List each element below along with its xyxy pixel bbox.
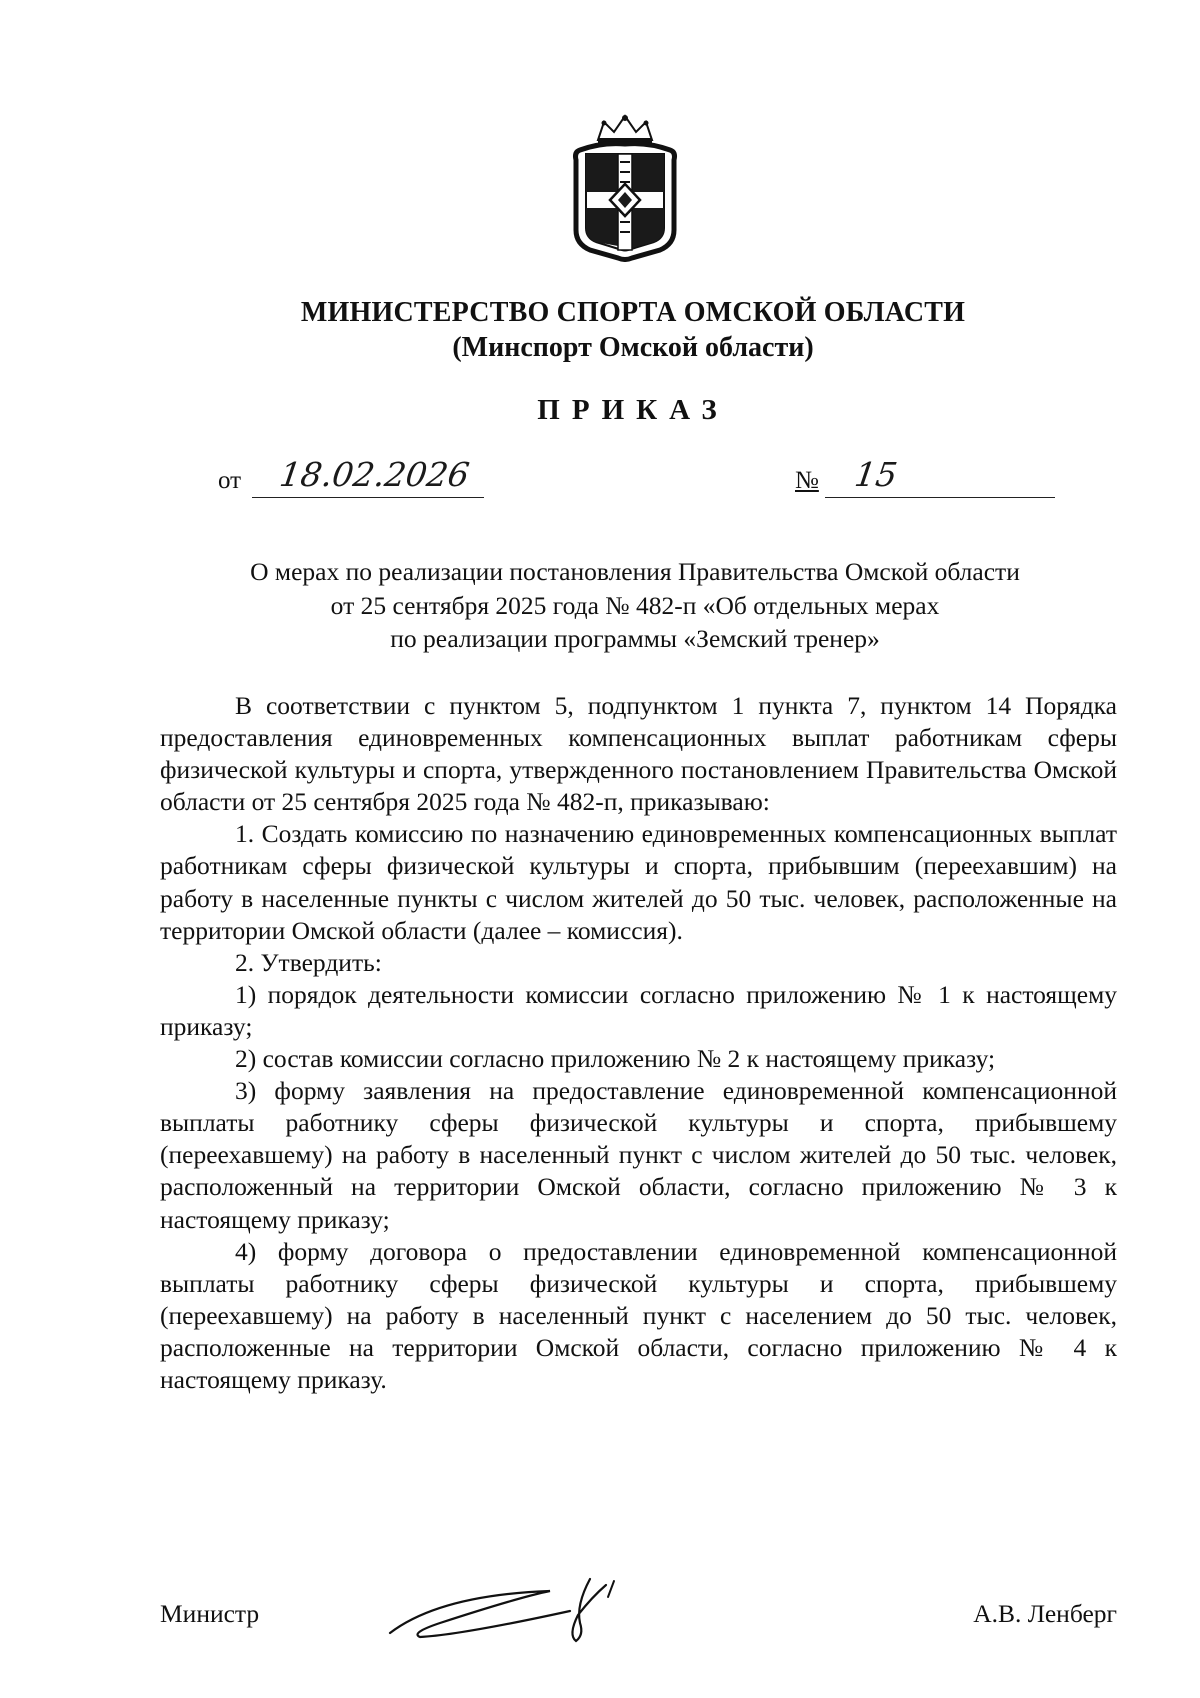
clause-2-item-3: 3) форму заявления на предоставление единовременной компенсационной выплаты работнику сферы физической культуры и спорта, прибывшему (переехавшему) на работу в населенный пункт с числом жителей до 50 тыс. человек, расположенный на территории Омской области, согласно приложению № 3 к настоящему приказу; [160,1076,1117,1234]
ministry-short-name: (Минспорт Омской области) [452,332,814,363]
clause-2-item-4: 4) форму договора о предоставлении единовременной компенсационной выплаты работнику сферы физической культуры и спорта, прибывшему (переехавшему) на работу в населенный пункт с населением до 50 тыс. человек, расположенные на территории Омской области, согласно приложению № 4 к настоящему приказу. [160,1236,1117,1394]
signer-name: А.В. Ленберг [973,1599,1117,1628]
document-type: ПРИКАЗ [537,394,729,426]
date-label: от [218,467,242,494]
number-label: № [795,467,819,494]
clause-1: 1. Создать комиссию по назначению единовременных компенсационных выплат работникам сферы физической культуры и спорта, прибывшим (переехавшим) на работу в населенные пункты с числом жителей до 50 тыс. человек, расположенные на территории Омской области (далее – комиссия). [160,819,1117,945]
number-underline [825,497,1055,498]
coat-of-arms-icon [568,112,682,262]
signer-title: Министр [160,1599,260,1628]
ministry-name: МИНИСТЕРСТВО СПОРТА ОМСКОЙ ОБЛАСТИ [300,297,966,328]
document-body [160,690,1117,1396]
subject-line: по реализации программы «Земский тренер» [390,624,880,653]
handwritten-signature-icon [380,1575,650,1655]
number-value: 15 [852,455,900,494]
clause-2-item-2: 2) состав комиссии согласно приложению № 2 к настоящему приказу; [235,1044,996,1074]
date-value: 18.02.2026 [277,455,472,494]
date-underline [252,497,484,498]
preamble-paragraph: В соответствии с пунктом 5, подпунктом 1 пункта 7, пунктом 14 Порядка предоставления единовременных компенсационных выплат работникам сферы физической культуры и спорта, утвержденного постановлением Правительства Омской области от 25 сентября 2025 года № 482-п, приказываю: [160,691,1117,817]
signature-block [160,1575,1117,1675]
subject-line: О мерах по реализации постановления Правительства Омской области [250,557,1020,586]
document-subject [150,555,1120,656]
subject-line: от 25 сентября 2025 года № 482-п «Об отдельных мерах [330,590,940,620]
clause-2: 2. Утвердить: [235,947,382,977]
clause-2-item-1: 1) порядок деятельности комиссии согласно приложению № 1 к настоящему приказу; [160,979,1117,1041]
